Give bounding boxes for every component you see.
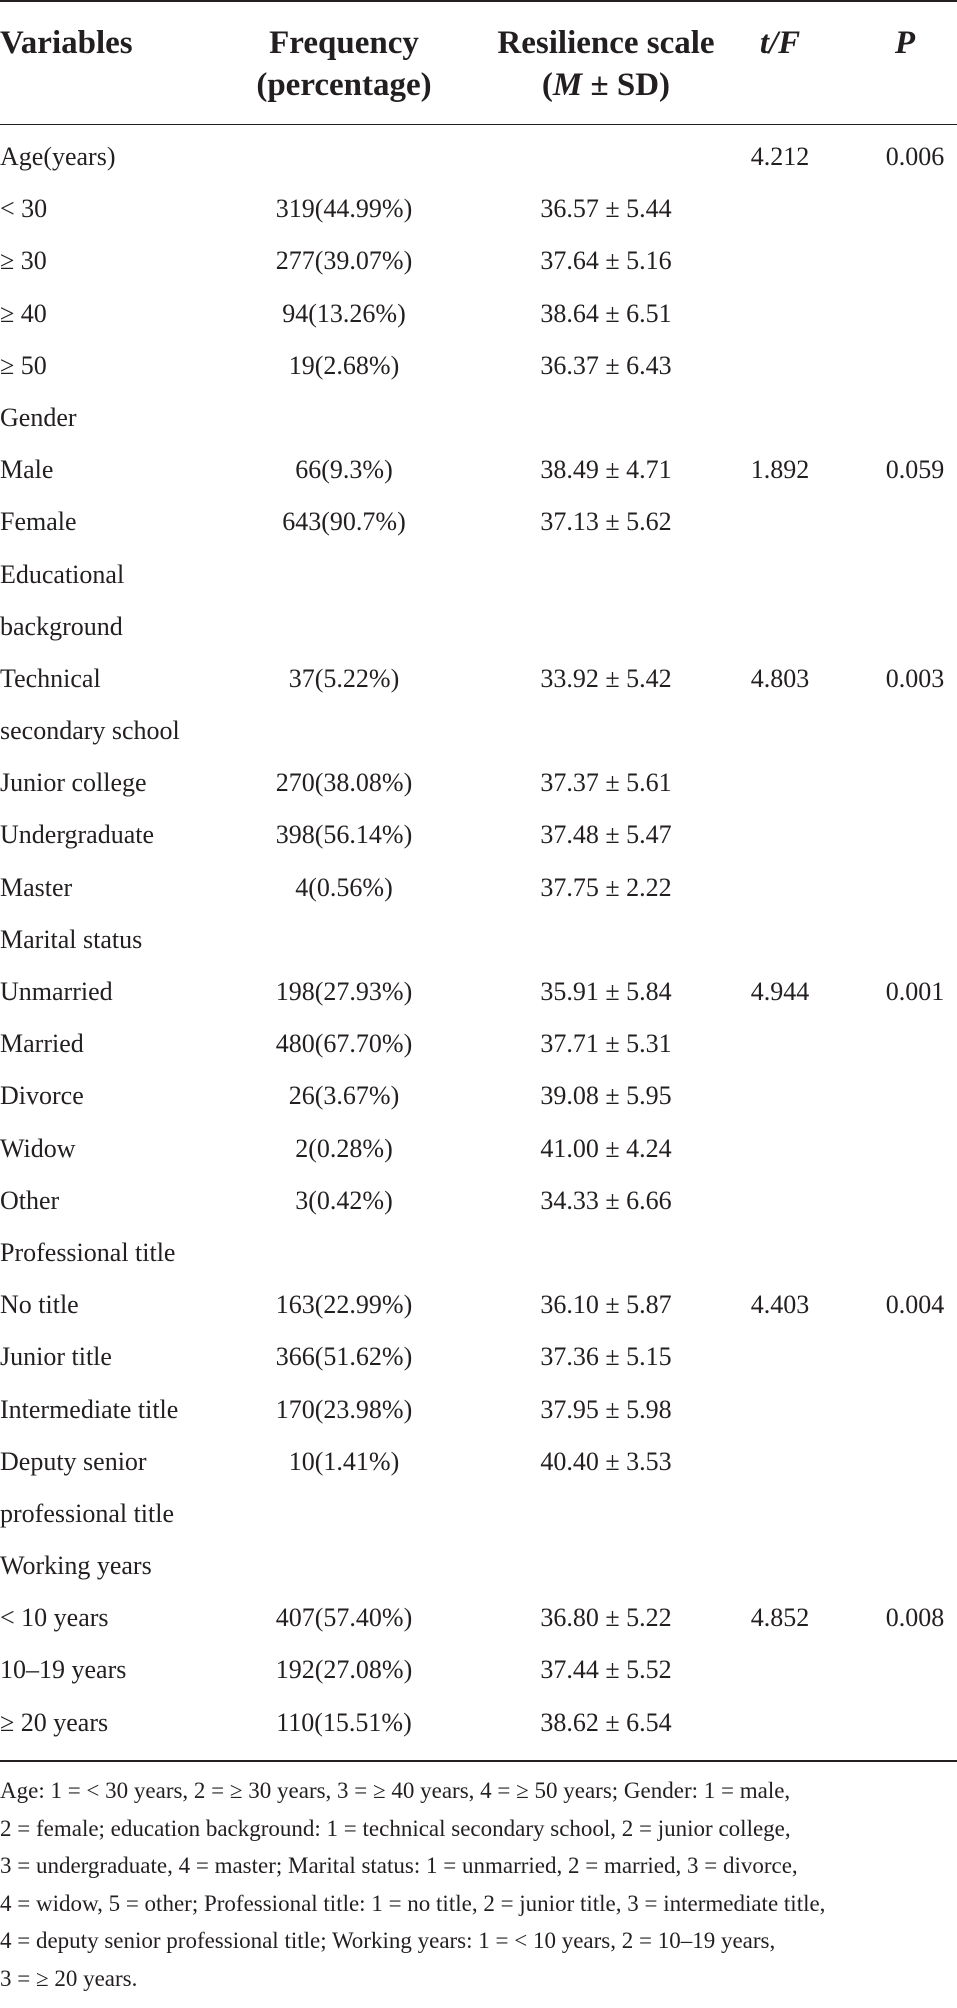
cell-variable: ≥ 30 bbox=[0, 246, 47, 276]
cell-variable: < 30 bbox=[0, 194, 48, 224]
table-row bbox=[0, 1018, 957, 1070]
cell-resilience: 37.13 ± 5.62 bbox=[540, 507, 672, 537]
footnote-line: 4 = widow, 5 = other; Professional title: 1 = no title, 2 = junior title, 3 = intermediate title, bbox=[0, 1890, 826, 1916]
cell-variable: Marital status bbox=[0, 924, 143, 954]
cell-resilience: 34.33 ± 6.66 bbox=[540, 1185, 672, 1215]
cell-frequency: 277(39.07%) bbox=[275, 246, 413, 276]
cell-resilience: 37.48 ± 5.47 bbox=[540, 820, 672, 850]
cell-resilience: 38.62 ± 6.54 bbox=[540, 1707, 672, 1737]
cell-p: 0.001 bbox=[885, 977, 945, 1006]
cell-variable: ≥ 50 bbox=[0, 350, 47, 380]
cell-variable: Deputy senior bbox=[0, 1446, 147, 1476]
cell-frequency: 407(57.40%) bbox=[275, 1603, 413, 1633]
cell-variable: Educational bbox=[0, 559, 125, 589]
cell-resilience: 39.08 ± 5.95 bbox=[540, 1081, 672, 1111]
cell-p: 0.059 bbox=[885, 455, 945, 485]
cell-variable: Junior title bbox=[0, 1342, 112, 1372]
cell-p: 0.003 bbox=[885, 663, 945, 693]
cell-variable: < 10 years bbox=[0, 1603, 109, 1633]
table-row bbox=[0, 549, 957, 601]
footnote-line: 3 = undergraduate, 4 = master; Marital status: 1 = unmarried, 2 = married, 3 = divorce, bbox=[0, 1853, 798, 1878]
header-variables bbox=[0, 22, 133, 64]
table-row bbox=[0, 392, 957, 444]
cell-resilience: 37.71 ± 5.31 bbox=[540, 1029, 672, 1059]
table-row bbox=[0, 1123, 957, 1175]
cell-resilience: 36.10 ± 5.87 bbox=[540, 1290, 672, 1320]
table-row bbox=[0, 235, 957, 287]
cell-frequency: 19(2.68%) bbox=[288, 350, 400, 380]
cell-variable: Gender bbox=[0, 402, 77, 432]
cell-resilience: 37.44 ± 5.52 bbox=[540, 1655, 672, 1685]
footnote-line: 3 = ≥ 20 years. bbox=[0, 1965, 138, 1991]
table-row bbox=[0, 1488, 957, 1540]
cell-variable: Unmarried bbox=[0, 977, 113, 1006]
table-row bbox=[0, 1592, 957, 1644]
cell-variable: 10–19 years bbox=[0, 1655, 127, 1685]
table-row bbox=[0, 1697, 957, 1749]
cell-resilience: 38.64 ± 6.51 bbox=[540, 298, 672, 328]
cell-resilience: 37.75 ± 2.22 bbox=[540, 872, 672, 902]
table-row bbox=[0, 1331, 957, 1383]
cell-frequency: 192(27.08%) bbox=[275, 1655, 413, 1685]
cell-frequency: 4(0.56%) bbox=[295, 872, 393, 902]
cell-variable: background bbox=[0, 611, 123, 641]
cell-resilience: 37.37 ± 5.61 bbox=[540, 768, 672, 798]
table-row bbox=[0, 340, 957, 392]
cell-variable: Male bbox=[0, 455, 54, 485]
cell-p: 0.008 bbox=[885, 1603, 945, 1633]
table-row bbox=[0, 131, 957, 183]
table-row bbox=[0, 496, 957, 548]
cell-frequency: 270(38.08%) bbox=[275, 768, 413, 798]
header-frequency bbox=[244, 22, 444, 106]
cell-resilience: 36.80 ± 5.22 bbox=[540, 1603, 672, 1633]
table-row bbox=[0, 1279, 957, 1331]
cell-resilience: 36.57 ± 5.44 bbox=[540, 194, 672, 224]
table-row bbox=[0, 183, 957, 235]
cell-resilience: 33.92 ± 5.42 bbox=[540, 663, 672, 693]
table-row bbox=[0, 1436, 957, 1488]
cell-variable: Other bbox=[0, 1185, 60, 1215]
cell-resilience: 40.40 ± 3.53 bbox=[540, 1446, 672, 1476]
table-row bbox=[0, 966, 957, 1018]
cell-frequency: 319(44.99%) bbox=[275, 194, 413, 224]
table-footnote bbox=[0, 1772, 957, 1997]
cell-resilience: 37.64 ± 5.16 bbox=[540, 246, 672, 276]
footnote-line: 2 = female; education background: 1 = technical secondary school, 2 = junior college, bbox=[0, 1815, 791, 1841]
table-header-row bbox=[0, 2, 957, 125]
cell-frequency: 198(27.93%) bbox=[275, 977, 413, 1006]
table-row bbox=[0, 1070, 957, 1122]
cell-variable: Age(years) bbox=[0, 142, 116, 171]
cell-resilience: 41.00 ± 4.24 bbox=[540, 1133, 672, 1163]
table-row bbox=[0, 705, 957, 757]
table-bottom-rule bbox=[0, 1760, 957, 1762]
header-resilience-m: M bbox=[552, 67, 583, 103]
cell-frequency: 480(67.70%) bbox=[275, 1029, 413, 1059]
cell-variable: Undergraduate bbox=[0, 820, 155, 850]
header-tf-label: t/F bbox=[759, 25, 801, 61]
table-row bbox=[0, 601, 957, 653]
header-frequency-line2: (percentage) bbox=[256, 67, 432, 103]
footnote-line: Age: 1 = < 30 years, 2 = ≥ 30 years, 3 = ≥ 40 years, 4 = ≥ 50 years; Gender: 1 = male, bbox=[0, 1778, 791, 1803]
table-row bbox=[0, 809, 957, 861]
cell-frequency: 3(0.42%) bbox=[295, 1185, 393, 1215]
table-row bbox=[0, 1540, 957, 1592]
cell-frequency: 170(23.98%) bbox=[275, 1394, 413, 1424]
footnote-line: 4 = deputy senior professional title; Working years: 1 = < 10 years, 2 = 10–19 years, bbox=[0, 1928, 776, 1953]
cell-variable: Female bbox=[0, 507, 77, 537]
cell-frequency: 2(0.28%) bbox=[295, 1133, 393, 1163]
cell-tf: 1.892 bbox=[750, 455, 810, 485]
cell-variable: Married bbox=[0, 1029, 84, 1059]
cell-p: 0.004 bbox=[885, 1290, 945, 1320]
cell-variable: Master bbox=[0, 872, 73, 902]
cell-tf: 4.403 bbox=[750, 1290, 810, 1320]
cell-frequency: 37(5.22%) bbox=[288, 663, 400, 693]
header-variables-label: Variables bbox=[0, 25, 133, 61]
table-row bbox=[0, 1175, 957, 1227]
cell-variable: Technical bbox=[0, 663, 101, 693]
cell-frequency: 366(51.62%) bbox=[275, 1342, 413, 1372]
cell-frequency: 26(3.67%) bbox=[288, 1081, 400, 1111]
header-resilience-line2 bbox=[456, 64, 756, 106]
table-row bbox=[0, 653, 957, 705]
cell-tf: 4.803 bbox=[750, 663, 810, 693]
table-row bbox=[0, 914, 957, 966]
cell-variable: Intermediate title bbox=[0, 1394, 179, 1424]
cell-frequency: 66(9.3%) bbox=[295, 455, 393, 485]
cell-resilience: 36.37 ± 6.43 bbox=[540, 350, 672, 380]
header-tf bbox=[740, 22, 820, 64]
cell-variable: ≥ 20 years bbox=[0, 1707, 109, 1737]
cell-resilience: 37.36 ± 5.15 bbox=[540, 1342, 672, 1372]
cell-frequency: 10(1.41%) bbox=[288, 1446, 400, 1476]
cell-variable: Widow bbox=[0, 1133, 76, 1163]
table-row bbox=[0, 1227, 957, 1279]
cell-tf: 4.944 bbox=[750, 977, 810, 1006]
table-body bbox=[0, 131, 957, 1749]
table-row bbox=[0, 862, 957, 914]
cell-frequency: 94(13.26%) bbox=[282, 298, 406, 328]
header-p bbox=[880, 22, 930, 64]
table-row bbox=[0, 757, 957, 809]
cell-variable: secondary school bbox=[0, 716, 180, 746]
cell-frequency: 398(56.14%) bbox=[275, 820, 413, 850]
table-row bbox=[0, 288, 957, 340]
cell-tf: 4.212 bbox=[750, 142, 810, 171]
table-row bbox=[0, 444, 957, 496]
cell-variable: professional title bbox=[0, 1498, 175, 1528]
table-row bbox=[0, 1644, 957, 1696]
table-row bbox=[0, 1384, 957, 1436]
header-resilience-line1: Resilience scale bbox=[497, 25, 715, 61]
cell-p: 0.006 bbox=[885, 142, 945, 171]
cell-resilience: 37.95 ± 5.98 bbox=[540, 1394, 672, 1424]
cell-resilience: 38.49 ± 4.71 bbox=[540, 455, 672, 485]
header-p-label: P bbox=[894, 25, 916, 61]
header-resilience bbox=[456, 22, 756, 106]
cell-variable: Working years bbox=[0, 1551, 152, 1581]
header-frequency-line1: Frequency bbox=[269, 25, 419, 61]
header-resilience-sd: ± SD) bbox=[582, 67, 671, 103]
cell-resilience: 35.91 ± 5.84 bbox=[540, 977, 672, 1006]
cell-variable: No title bbox=[0, 1290, 79, 1320]
cell-frequency: 163(22.99%) bbox=[275, 1290, 413, 1320]
header-resilience-open-paren: ( bbox=[541, 67, 553, 103]
cell-variable: Professional title bbox=[0, 1237, 176, 1267]
cell-frequency: 110(15.51%) bbox=[276, 1707, 412, 1737]
cell-frequency: 643(90.7%) bbox=[282, 507, 406, 537]
cell-variable: Divorce bbox=[0, 1081, 84, 1111]
cell-variable: ≥ 40 bbox=[0, 298, 47, 328]
cell-variable: Junior college bbox=[0, 768, 147, 798]
cell-tf: 4.852 bbox=[750, 1603, 810, 1633]
